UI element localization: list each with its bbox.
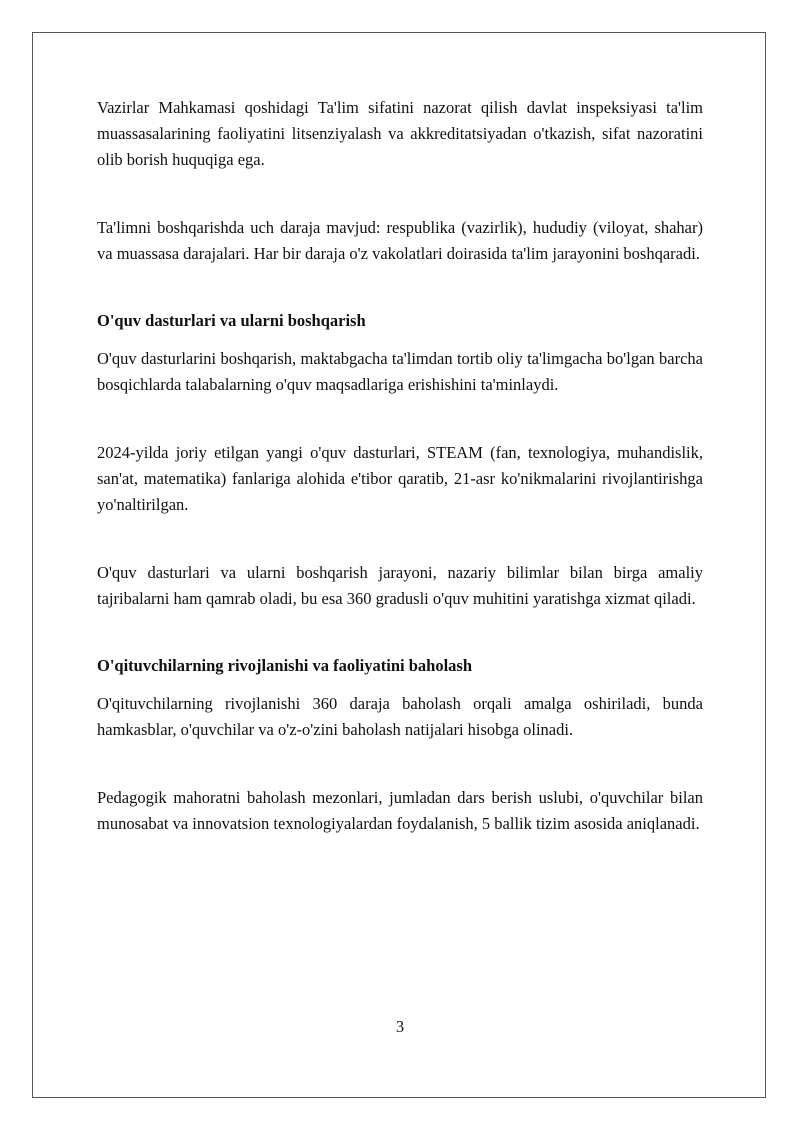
section-heading-teacher-evaluation: O'qituvchilarning rivojlanishi va faoliyatini baholash — [97, 656, 472, 675]
paragraph-curricula-process: O'quv dasturlari va ularni boshqarish jarayoni, nazariy bilimlar bilan birga amaliy tajribalarni ham qamrab oladi, bu esa 360 gradusli o'quv muhitini yaratishga xizmat qiladi. — [97, 563, 703, 608]
paragraph-pedagogical-criteria: Pedagogik mahoratni baholash mezonlari, jumladan dars berish uslubi, o'quvchilar bilan munosabat va innovatsion texnologiyalardan foydalanish, 5 ballik tizim asosida aniqlanadi. — [97, 788, 703, 833]
paragraph-360-evaluation: O'qituvchilarning rivojlanishi 360 daraja baholash orqali amalga oshiriladi, bunda hamkasblar, o'quvchilar va o'z-o'zini baholash natijalari hisobga olinadi. — [97, 694, 703, 739]
page-number: 3 — [395, 1017, 405, 1036]
section-heading-curricula: O'quv dasturlari va ularni boshqarish — [97, 311, 366, 330]
paragraph-steam-curricula: 2024-yilda joriy etilgan yangi o'quv dasturlari, STEAM (fan, texnologiya, muhandislik, san'at, matematika) fanlariga alohida e'tibor qaratib, 21-asr ko'nikmalarini rivojlantirishga yo'naltirilgan. — [97, 443, 703, 514]
document-body — [97, 95, 703, 837]
paragraph-inspection: Vazirlar Mahkamasi qoshidagi Ta'lim sifatini nazorat qilish davlat inspeksiyasi ta'lim muassasalarining faoliyatini litsenziyalash va akkreditatsiyadan o'tkazish, sifat nazoratini olib borish huquqiga ega. — [97, 98, 703, 169]
paragraph-curricula-management: O'quv dasturlarini boshqarish, maktabgacha ta'limdan tortib oliy ta'limgacha bo'lgan barcha bosqichlarda talabalarning o'quv maqsadlariga erishishini ta'minlaydi. — [97, 349, 703, 394]
paragraph-management-levels: Ta'limni boshqarishda uch daraja mavjud: respublika (vazirlik), hududiy (viloyat, shahar) va muassasa darajalari. Har bir daraja o'z vakolatlari doirasida ta'lim jarayonini boshqaradi. — [97, 218, 703, 263]
